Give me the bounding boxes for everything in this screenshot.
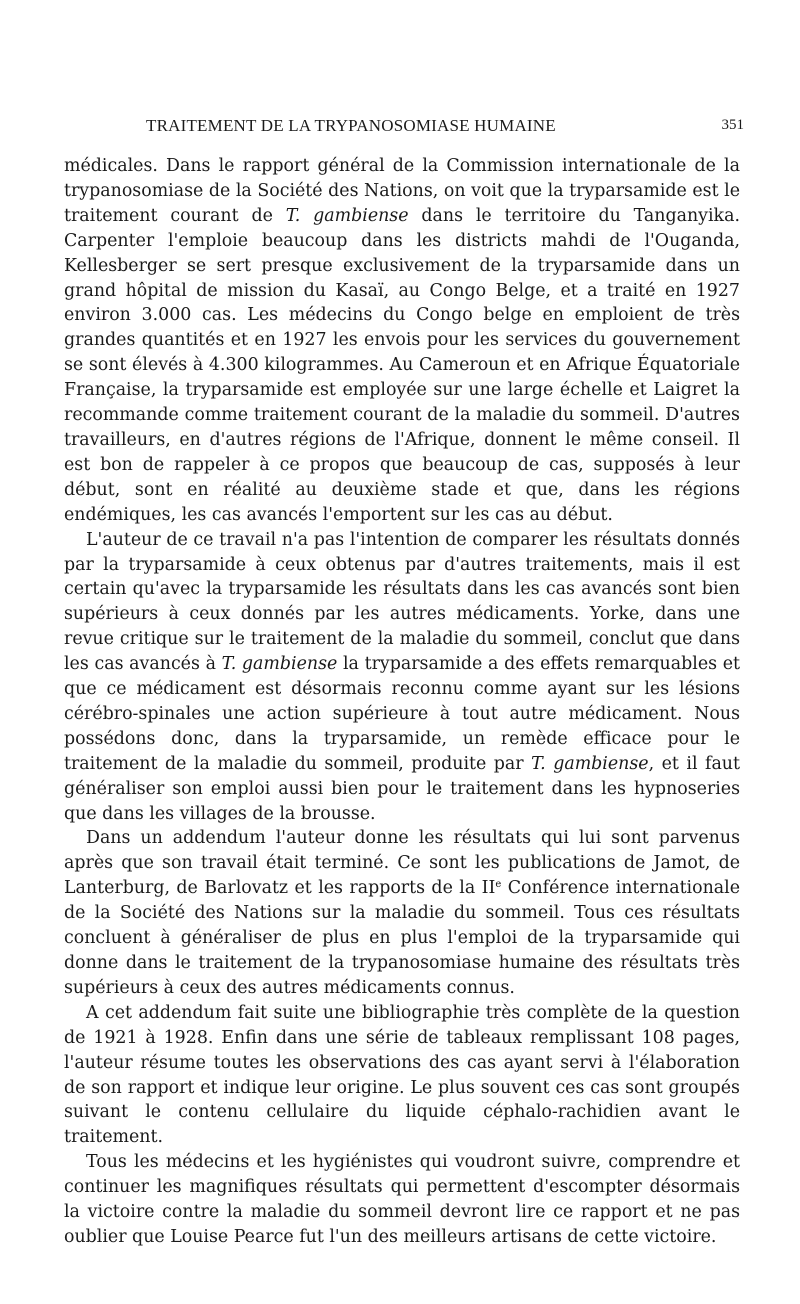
paragraph-3: Dans un addendum l'auteur donne les résultats qui lui sont parvenus après que son travail était terminé. Ce sont les publications de Jamot, de Lanterburg, de Barlovatz et les rapports de la IIe Conférence internationale de la Société des Nations sur la maladie du sommeil. Tous ces résultats concluent à généraliser de plus en plus l'emploi de la tryparsamide qui donne dans le traitement de la trypanosomiase humaine des résultats très supérieurs à ceux des autres médicaments connus. (64, 828, 741, 998)
body-text (64, 154, 740, 1250)
page-header (64, 110, 744, 138)
running-title: TRAITEMENT DE LA TRYPANOSOMIASE HUMAINE (146, 116, 556, 135)
paragraph-5: Tous les médecins et les hygiénistes qui voudront suivre, comprendre et continuer les magnifiques résultats qui permettent d'escompter désormais la victoire contre la maladie du sommeil devront lire ce rapport et ne pas oublier que Louise Pearce fut l'un des meilleurs artisans de cette victoire. (64, 1152, 740, 1247)
paragraph-1: médicales. Dans le rapport général de la Commission internationale de la trypanosomiase de la Société des Nations, on voit que la tryparsamide est le traitement courant de T. gambiense dans le territoire du Tanganyika. Carpenter l'emploie beaucoup dans les districts mahdi de l'Ouganda, Kellesberger se sert presque exclusivement de la tryparsamide dans un grand hôpital de mission du Kasaï, au Congo Belge, et a traité en 1927 environ 3.000 cas. Les médecins du Congo belge en emploient de très grandes quantités et en 1927 les envois pour les services du gouvernement se sont élevés à 4.300 kilogrammes. Au Cameroun et en Afrique Équatoriale Française, la tryparsamide est employée sur une large échelle et Laigret la recommande comme traitement courant de la maladie du sommeil. D'autres travailleurs, en d'autres régions de l'Afrique, donnent le même conseil. Il est bon de rappeler à ce propos que beaucoup de cas, supposés à leur début, sont en réalité au deuxième stade et que, dans les régions endémiques, les cas avancés l'emportent sur les cas au début. (64, 156, 740, 525)
species-name: T. gambiense (221, 654, 338, 675)
page-number: 351 (721, 117, 744, 133)
paragraph-4: A cet addendum fait suite une bibliographie très complète de la question de 1921 à 1928. Enfin dans une série de tableaux remplissant 108 pages, l'auteur résume toutes les observations des cas ayant servi à l'élaboration de son rapport et indique leur origine. Le plus souvent ces cas sont groupés suivant le contenu cellulaire du liquide céphalo-rachidien avant le traitement. (64, 1002, 740, 1148)
document-page (64, 110, 744, 1250)
species-name: T. gambiense (531, 753, 649, 774)
superscript: e (495, 879, 502, 891)
paragraph-2: L'auteur de ce travail n'a pas l'intention de comparer les résultats donnés par la tryparsamide à ceux obtenus par d'autres traitements, mais il est certain qu'avec la tryparsamide les résultats dans les cas avancés sont bien supérieurs à ceux donnés par les autres médicaments. Yorke, dans une revue critique sur le traitement de la maladie du sommeil, conclut que dans les cas avancés à T. gambiense la tryparsamide a des effets remarquables et que ce médicament est désormais reconnu comme ayant sur les lésions cérébro-spinales une action supérieure à tout autre médicament. Nous possédons donc, dans la tryparsamide, un remède efficace pour le traitement de la maladie du sommeil, produite par T. gambiense, et il faut généraliser son emploi aussi bien pour le traitement dans les hypnoseries que dans les villages de la brousse. (64, 529, 740, 824)
species-name: T. gambiense (285, 205, 409, 226)
